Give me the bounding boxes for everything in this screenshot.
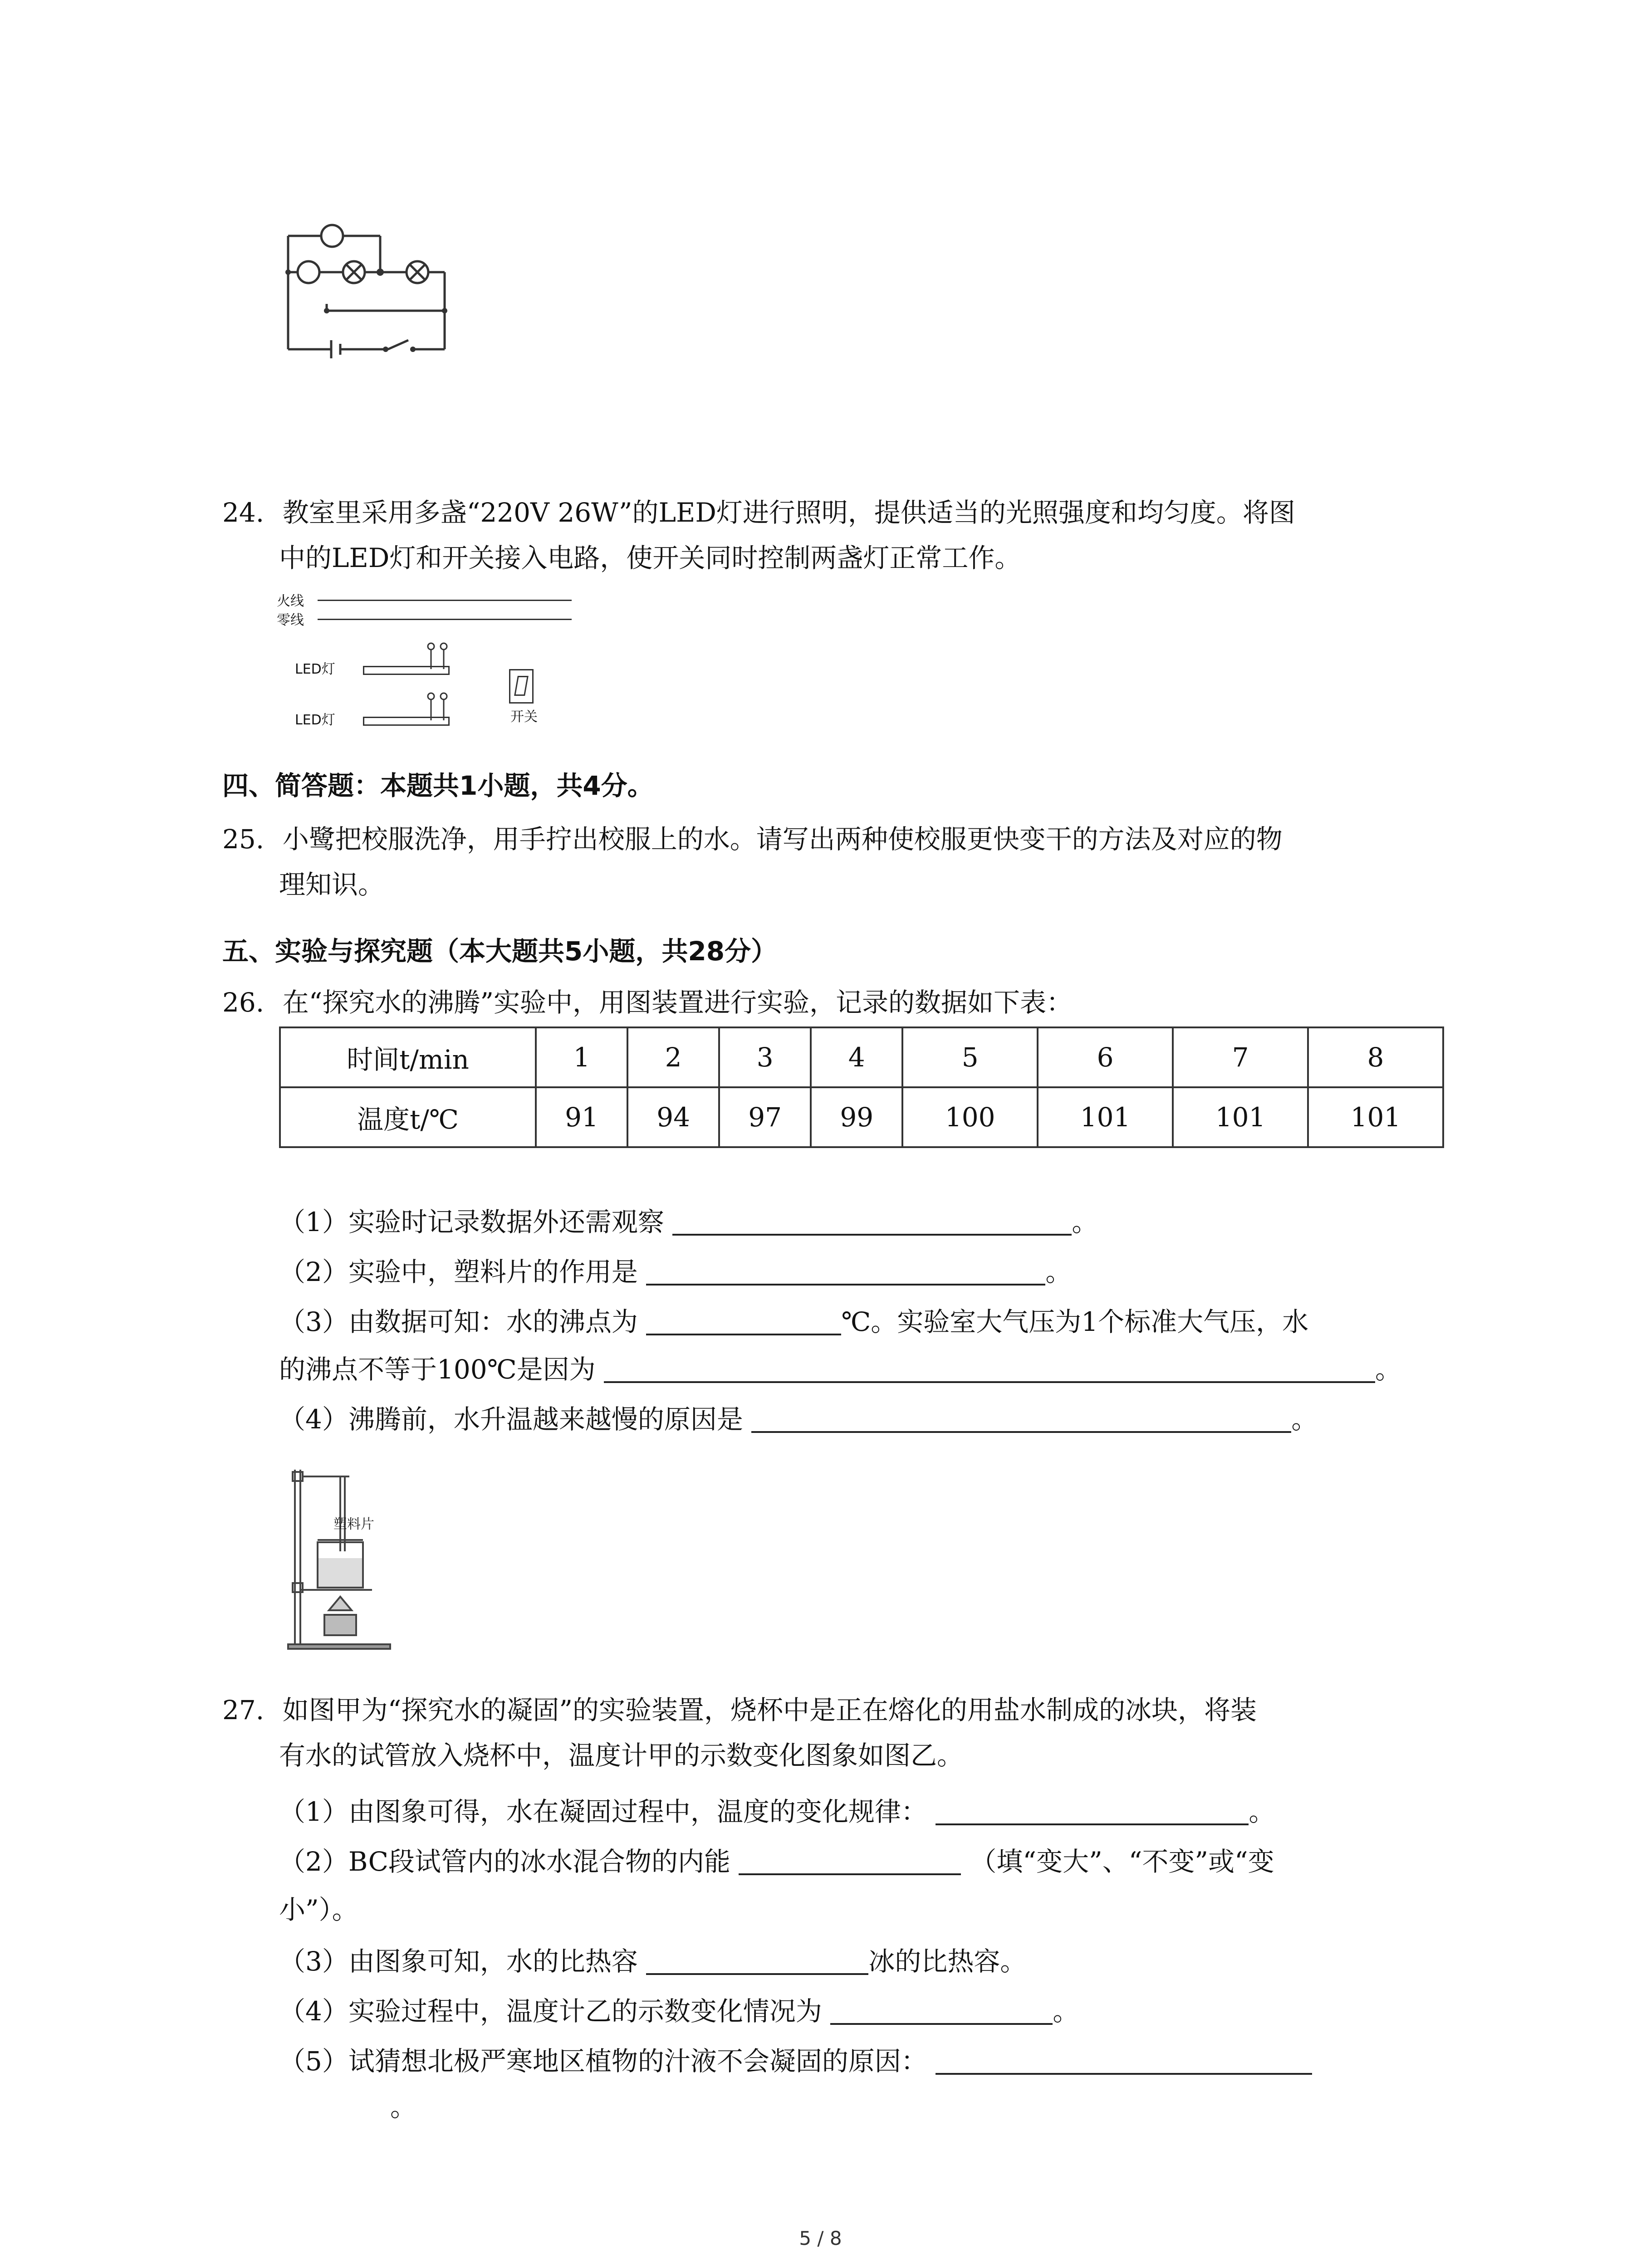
led-label-1: LED灯 — [295, 661, 335, 677]
period: 。 — [1072, 1207, 1098, 1237]
table-cell: 2 — [627, 1027, 719, 1087]
switch-label: 开关 — [510, 709, 538, 725]
question-text: 教室里采用多盏“220V 26W”的LED灯进行照明，提供适当的光照强度和均匀度。将图 — [282, 497, 1295, 528]
row-header: 温度t/℃ — [280, 1087, 536, 1147]
answer-blank[interactable] — [739, 1846, 961, 1875]
sub-question: （4）实验过程中，温度计乙的示数变化情况为 — [279, 1996, 822, 2027]
sub-question: （3）由图象可知，水的比热容 — [279, 1946, 638, 1977]
question-text: 小鹭把校服洗净，用手拧出校服上的水。请写出两种使校服更快变干的方法及对应的物 — [282, 824, 1283, 855]
table-row — [280, 1087, 1443, 1147]
live-wire — [318, 600, 572, 601]
question-number: 25. — [222, 824, 265, 855]
answer-blank[interactable] — [646, 1946, 868, 1975]
period: 。 — [1053, 1996, 1079, 2027]
table-cell: 100 — [902, 1087, 1038, 1147]
data-table — [279, 1026, 1444, 1148]
period: 。 — [1291, 1404, 1318, 1435]
sub-question: （2）实验中，塑料片的作用是 — [279, 1256, 638, 1287]
answer-blank[interactable] — [936, 2046, 1312, 2075]
period: 。 — [1375, 1354, 1402, 1385]
question-text: 中的LED灯和开关接入电路，使开关同时控制两盏灯正常工作。 — [279, 543, 1021, 573]
live-wire-label: 火线 — [277, 593, 304, 609]
sub-question: （2）BC段试管内的冰水混合物的内能 — [279, 1846, 730, 1877]
sub-question: （填“变大”、“不变”或“变 — [970, 1846, 1274, 1877]
table-cell: 101 — [1308, 1087, 1443, 1147]
answer-blank[interactable] — [751, 1404, 1291, 1433]
table-cell: 99 — [811, 1087, 902, 1147]
led-label-2: LED灯 — [295, 712, 335, 728]
sub-question: 的沸点不等于100℃是因为 — [279, 1354, 596, 1385]
led-wiring-diagram — [277, 590, 576, 744]
table-cell: 7 — [1173, 1027, 1308, 1087]
sub-question: ℃。实验室大气压为1个标准大气压，水 — [841, 1306, 1309, 1337]
table-cell: 5 — [902, 1027, 1038, 1087]
sub-question: （4）沸腾前，水升温越来越慢的原因是 — [279, 1404, 743, 1435]
circuit-diagram-lamps — [272, 213, 463, 367]
answer-blank[interactable] — [936, 1796, 1249, 1825]
period: 。 — [1249, 1796, 1275, 1827]
row-header: 时间t/min — [280, 1027, 536, 1087]
question-number: 24. — [222, 497, 265, 528]
boiling-apparatus-figure — [281, 1461, 399, 1651]
table-cell: 6 — [1038, 1027, 1173, 1087]
answer-blank[interactable] — [646, 1256, 1045, 1286]
table-row — [280, 1027, 1443, 1087]
answer-blank[interactable] — [830, 1996, 1053, 2025]
table-cell: 1 — [536, 1027, 627, 1087]
sub-question: 小”）。 — [279, 1894, 358, 1925]
table-cell: 8 — [1308, 1027, 1443, 1087]
plastic-sheet-label: 塑料片 — [333, 1516, 374, 1532]
question-text: 理知识。 — [279, 869, 385, 900]
table-cell: 101 — [1173, 1087, 1308, 1147]
sub-question: 冰的比热容。 — [868, 1946, 1027, 1977]
sub-question: （5）试猜想北极严寒地区植物的汁液不会凝固的原因： — [279, 2046, 927, 2077]
table-cell: 97 — [719, 1087, 811, 1147]
table-cell: 91 — [536, 1087, 627, 1147]
led-terminals — [422, 640, 458, 730]
question-text: 在“探究水的沸腾”实验中，用图装置进行实验，记录的数据如下表： — [282, 987, 1073, 1018]
neutral-wire-label: 零线 — [277, 612, 304, 628]
page-number: 5 / 8 — [799, 2227, 842, 2249]
sub-question: （3）由数据可知：水的沸点为 — [279, 1306, 638, 1337]
table-cell: 94 — [627, 1087, 719, 1147]
sub-question: （1）实验时记录数据外还需观察 — [279, 1207, 664, 1237]
period: 。 — [1045, 1256, 1072, 1287]
table-cell: 101 — [1038, 1087, 1173, 1147]
table-cell: 3 — [719, 1027, 811, 1087]
switch-icon — [509, 669, 534, 704]
table-cell: 4 — [811, 1027, 902, 1087]
answer-blank[interactable] — [604, 1354, 1375, 1383]
section-title: 四、简答题：本题共1小题，共4分。 — [222, 770, 654, 801]
answer-blank[interactable] — [672, 1207, 1072, 1236]
neutral-wire — [318, 619, 572, 620]
answer-blank[interactable] — [646, 1306, 841, 1335]
question-number: 26. — [222, 987, 265, 1018]
question-number: 27. — [222, 1695, 265, 1725]
section-title: 五、实验与探究题（本大题共5小题，共28分） — [222, 936, 778, 967]
question-text: 如图甲为“探究水的凝固”的实验装置，烧杯中是正在熔化的用盐水制成的冰块，将装 — [282, 1695, 1257, 1725]
question-text: 有水的试管放入烧杯中，温度计甲的示数变化图象如图乙。 — [279, 1740, 964, 1771]
sub-question: （1）由图象可得，水在凝固过程中，温度的变化规律： — [279, 1796, 927, 1827]
period: 。 — [390, 2092, 417, 2122]
